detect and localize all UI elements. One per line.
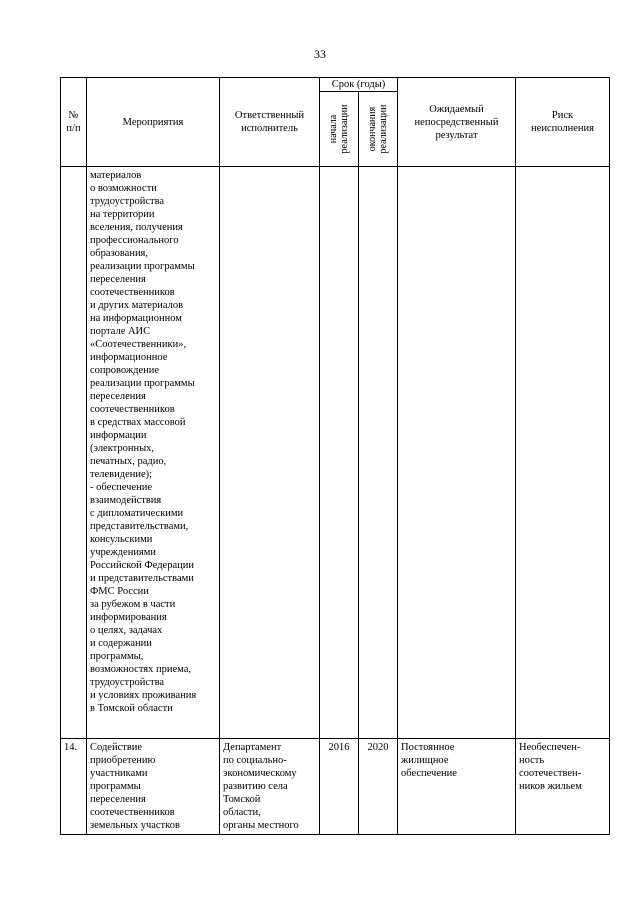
- table-row-14: [61, 739, 610, 835]
- header-activities: Мероприятия: [87, 78, 220, 167]
- responsible-text-line: экономическому: [223, 768, 297, 779]
- header-start: [320, 92, 359, 167]
- header-responsible: [220, 78, 320, 167]
- activity-text-line: соотечественников: [90, 404, 175, 415]
- activity-text-line: реализации программы: [90, 261, 195, 272]
- header-expected-result: [398, 78, 516, 167]
- activity-text-line: информирования: [90, 612, 167, 623]
- activity-text-line: программы,: [90, 651, 144, 662]
- activity-text-line: в Томской области: [90, 703, 173, 714]
- activity-text-line: переселения: [90, 391, 146, 402]
- result-text-line: обеспечение: [401, 768, 457, 779]
- cell-end-14: 2020: [359, 739, 398, 835]
- activity-text-line: портале АИС: [90, 326, 151, 337]
- header-start-line: реализации: [339, 104, 350, 154]
- measures-table: [60, 77, 610, 835]
- header-end: [359, 92, 398, 167]
- result-text-line: Постоянное: [401, 742, 455, 753]
- activity-text-line: взаимодействия: [90, 495, 162, 506]
- activity-text-line: сопровождение: [90, 365, 160, 376]
- header-num-line: №: [68, 110, 79, 121]
- activity-text-line: печатных, радио,: [90, 456, 167, 467]
- header-end-line: реализации: [378, 104, 389, 154]
- risk-text-line: ников жильем: [519, 781, 582, 792]
- activity-text-line: ФМС России: [90, 586, 149, 597]
- table-row-continuation: [61, 167, 610, 739]
- cell-risk-14: [516, 739, 610, 835]
- cell-num-empty: [61, 167, 87, 739]
- activity-text-line: «Соотечественники»,: [90, 339, 187, 350]
- cell-start-14: 2016: [320, 739, 359, 835]
- activity-text-line: с дипломатическими: [90, 508, 184, 519]
- risk-text-line: ность: [519, 755, 545, 766]
- page-number: 33: [314, 47, 326, 61]
- responsible-text-line: области,: [223, 807, 261, 818]
- header-result-line: непосредственный: [414, 116, 499, 128]
- cell-end-empty: [359, 167, 398, 739]
- activity-text-line: переселения: [90, 794, 146, 805]
- header-end-line: окончания: [367, 106, 378, 152]
- activity-text-line: консульскими: [90, 534, 153, 545]
- activity-text-line: Российской Федерации: [90, 560, 194, 571]
- header-term-group: Срок (годы): [320, 78, 398, 92]
- cell-result-14: [398, 739, 516, 835]
- activity-text-line: учреждениями: [90, 547, 157, 558]
- header-num-line: п/п: [66, 123, 81, 134]
- activity-text-line: на территории: [90, 209, 155, 220]
- cell-num-14: 14.: [61, 739, 87, 835]
- responsible-text-line: Томской: [223, 794, 261, 805]
- activity-text-line: реализации программы: [90, 378, 195, 389]
- activity-text-line: профессионального: [90, 235, 179, 246]
- activity-text-line: информации: [90, 430, 147, 441]
- activity-text-line: и содержании: [90, 638, 152, 649]
- activity-text-line: Содействие: [90, 742, 143, 753]
- activity-text-line: - обеспечение: [90, 482, 153, 493]
- activity-text-line: переселения: [90, 274, 146, 285]
- activity-text-line: в средствах массовой: [90, 417, 186, 428]
- header-result-line: результат: [435, 129, 478, 141]
- header-risk-line: Риск: [551, 110, 574, 121]
- risk-text-line: соотечествен-: [519, 768, 582, 779]
- activity-text-line: земельных участков: [90, 820, 180, 831]
- activity-text-line: соотечественников: [90, 287, 175, 298]
- activity-text-line: материалов: [90, 170, 142, 181]
- activity-text-line: соотечественников: [90, 807, 175, 818]
- activity-text-line: на информационном: [90, 313, 182, 324]
- activity-text-line: участниками: [90, 768, 148, 779]
- activity-text-line: трудоустройства: [90, 677, 165, 688]
- responsible-text-line: по социально-: [223, 755, 287, 766]
- header-num: [61, 78, 87, 167]
- cell-responsible-empty: [220, 167, 320, 739]
- cell-result-empty: [398, 167, 516, 739]
- activity-text-line: приобретению: [90, 755, 156, 766]
- activity-text-line: и представительствами: [90, 573, 194, 584]
- activity-text-line: о возможности: [90, 183, 157, 194]
- activity-text-line: образования,: [90, 248, 149, 259]
- header-responsible-line: Ответственный: [234, 110, 305, 121]
- responsible-text-line: органы местного: [223, 820, 299, 831]
- header-risk-line: неисполнения: [531, 123, 594, 134]
- activity-text-line: (электронных,: [90, 443, 155, 454]
- activity-text-line: и условиях проживания: [90, 690, 197, 701]
- activity-text-line: вселения, получения: [90, 222, 183, 233]
- activity-text-line: программы: [90, 781, 141, 792]
- cell-start-empty: [320, 167, 359, 739]
- header-start-line: начала: [328, 114, 339, 144]
- risk-text-line: Необеспечен-: [519, 742, 581, 753]
- activity-text-line: представительствами,: [90, 521, 189, 532]
- cell-activity-14: [87, 739, 220, 835]
- activity-text-line: за рубежом в части: [90, 599, 176, 610]
- cell-risk-empty: [516, 167, 610, 739]
- header-responsible-line: исполнитель: [241, 123, 298, 134]
- responsible-text-line: Департамент: [223, 742, 282, 753]
- activity-text-line: телевидение);: [90, 469, 153, 480]
- cell-activity-continuation: [87, 167, 220, 739]
- activity-text-line: и других материалов: [90, 300, 184, 311]
- activity-text-line: возможностях приема,: [90, 664, 191, 675]
- header-risk: [516, 78, 610, 167]
- activity-text-line: о целях, задачах: [90, 625, 163, 636]
- activity-text-line: информационное: [90, 352, 168, 363]
- result-text-line: жилищное: [401, 755, 449, 766]
- responsible-text-line: развитию села: [223, 781, 288, 792]
- activity-text-line: трудоустройства: [90, 196, 165, 207]
- cell-responsible-14: [220, 739, 320, 835]
- header-result-line: Ожидаемый: [429, 103, 484, 115]
